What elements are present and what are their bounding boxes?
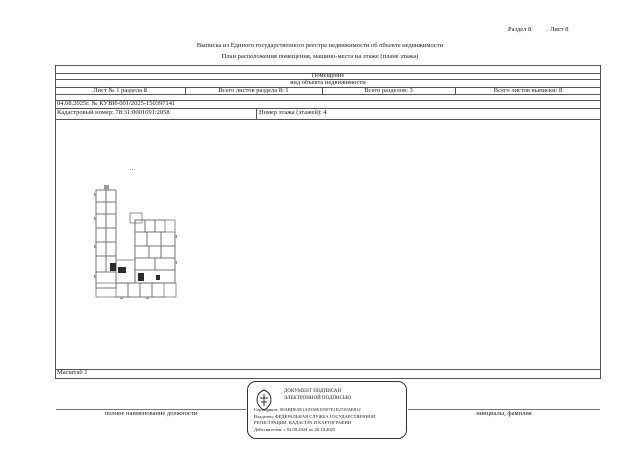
extract-number: 04.08.2025г. № КУВИ-001/2025-150397141 bbox=[57, 100, 176, 107]
floor-number: Номер этажа (этажей): 4 bbox=[259, 109, 327, 116]
stamp-certificate: Сертификат: 00ABDE3E1A0338610507E1E2729AE812 bbox=[254, 407, 361, 412]
total-sections: Всего разделов: 3 bbox=[364, 87, 413, 94]
position-caption: полное наименование должности bbox=[104, 410, 198, 417]
electronic-signature-stamp bbox=[247, 381, 407, 439]
stamp-owner2: РЕГИСТРАЦИИ, КАДАСТРА И КАРТОГРАФИИ bbox=[254, 420, 352, 425]
plan-marker bbox=[130, 169, 135, 170]
object-type: Помещение bbox=[311, 72, 345, 79]
scale-label: Масштаб 1 bbox=[57, 369, 88, 376]
section-label: Раздел 8 bbox=[508, 26, 532, 33]
document-title: Выписка из Единого государственного реестра недвижимости об объекте недвижимости bbox=[196, 42, 444, 49]
floor-plan-drawing bbox=[90, 175, 185, 305]
total-sheets-extract: Всего листов выписки: 8 bbox=[493, 87, 563, 94]
name-caption: инициалы, фамилия bbox=[476, 410, 532, 417]
stamp-validity: Действителен: с 02.08.2024 по 26.10.2025 bbox=[254, 427, 336, 432]
sheet-label: Лист 8 bbox=[550, 26, 569, 33]
sheet-of-section: Лист № 1 раздела 8 bbox=[93, 87, 147, 94]
stamp-owner: Владелец: ФЕДЕРАЛЬНАЯ СЛУЖБА ГОСУДАРСТВЕННОЙ bbox=[254, 414, 376, 419]
object-type-caption: вид объекта недвижимости bbox=[290, 79, 366, 86]
document-subtitle: План расположения помещения, машино-места на этаже (плане этажа) bbox=[221, 53, 419, 60]
total-sheets-section: Всего листов раздела 8: 1 bbox=[218, 87, 289, 94]
cadastral-number: Кадастровый номер: 78:31:0001691:2058 bbox=[57, 109, 170, 116]
stamp-line2: ЭЛЕКТРОННОЙ ПОДПИСЬЮ bbox=[284, 396, 351, 401]
stamp-line1: ДОКУМЕНТ ПОДПИСАН bbox=[284, 389, 342, 394]
